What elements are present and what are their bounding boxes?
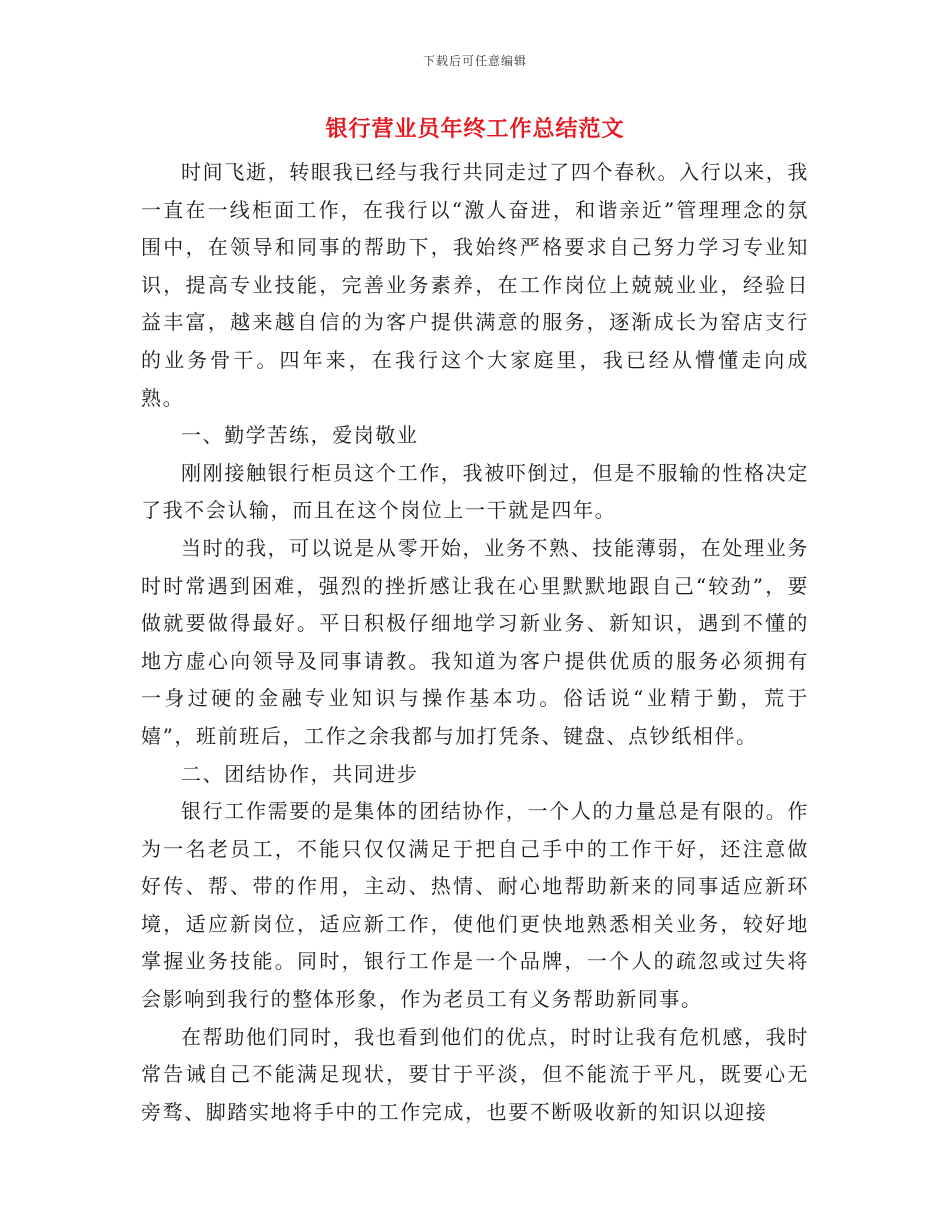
document-body (141, 154, 809, 1131)
paragraph: 在帮助他们同时，我也看到他们的优点，时时让我有危机感，我时常告诫自己不能满足现状，要甘于平淡，但不能流于平凡，既要心无旁骛、脚踏实地将手中的工作完成，也要不断吸收新的知识以迎接 (141, 1024, 809, 1124)
section-heading-2: 二、团结协作，共同进步 (181, 761, 419, 786)
paragraph: 刚刚接触银行柜员这个工作，我被吓倒过，但是不服输的性格决定了我不会认输，而且在这个岗位上一干就是四年。 (141, 460, 809, 523)
section-heading-1: 一、勤学苦练，爱岗敬业 (181, 423, 419, 448)
paragraph: 银行工作需要的是集体的团结协作，一个人的力量总是有限的。作为一名老员工，不能只仅仅满足于把自己手中的工作干好，还注意做好传、帮、带的作用，主动、热情、耐心地帮助新来的同事适应新环境，适应新岗位，适应新工作，使他们更快地熟悉相关业务，较好地掌握业务技能。同时，银行工作是一个品牌，一个人的疏忽或过失将会影响到我行的整体形象，作为老员工有义务帮助新同事。 (141, 799, 809, 1012)
document-title: 银行营业员年终工作总结范文 (325, 116, 625, 142)
header-note: 下载后可任意编辑 (422, 54, 527, 68)
paragraph-intro: 时间飞逝，转眼我已经与我行共同走过了四个春秋。入行以来，我一直在一线柜面工作，在我行以“激人奋进，和谐亲近”管理理念的氛围中，在领导和同事的帮助下，我始终严格要求自己努力学习专业知识，提高专业技能，完善业务素养，在工作岗位上兢兢业业，经验日益丰富，越来越自信的为客户提供满意的服务，逐渐成长为窑店支行的业务骨干。四年来，在我行这个大家庭里，我已经从懵懂走向成熟。 (141, 160, 809, 410)
paragraph: 当时的我，可以说是从零开始，业务不熟、技能薄弱，在处理业务时时常遇到困难，强烈的挫折感让我在心里默默地跟自己“较劲”，要做就要做得最好。平日积极仔细地学习新业务、新知识，遇到不懂的地方虚心向领导及同事请教。我知道为客户提供优质的服务必须拥有一身过硬的金融专业知识与操作基本功。俗话说“业精于勤，荒于嬉”，班前班后，工作之余我都与加打凭条、键盘、点钞纸相伴。 (141, 535, 809, 748)
